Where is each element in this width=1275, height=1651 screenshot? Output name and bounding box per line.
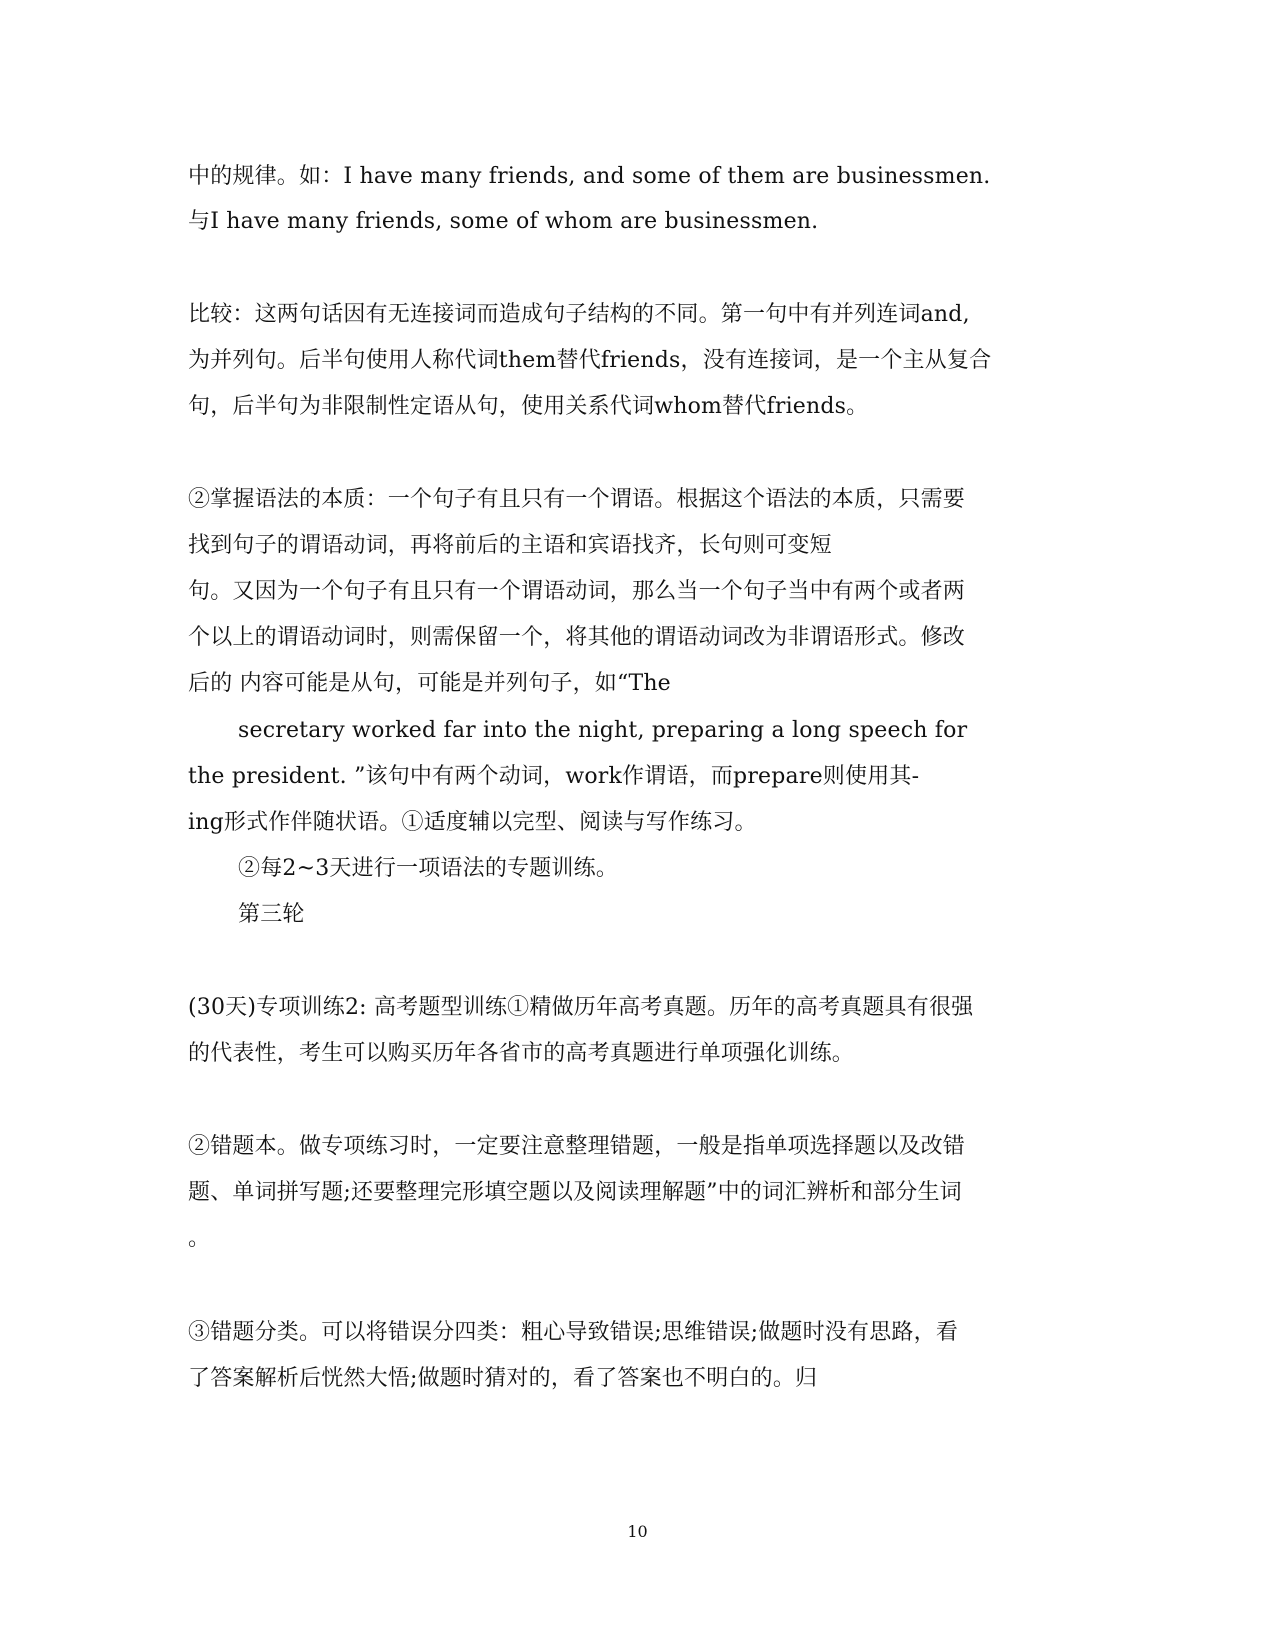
text-line-5: 句，后半句为非限制性定语从句，使用关系代词whom替代friends。 — [188, 394, 869, 419]
text-line-12: the president. ”该句中有两个动词，work作谓语，而prepare则使用其- — [188, 764, 920, 789]
text-line-3: 比较：这两句话因有无连接词而造成句子结构的不同。第一句中有并列连词and, — [188, 302, 970, 327]
text-line-9: 个以上的谓语动词时，则需保留一个，将其他的谓语动词改为非谓语形式。修改 — [188, 625, 966, 650]
text-line-16: (30天)专项训练2: 高考题型训练①精做历年高考真题。历年的高考真题具有很强 — [188, 995, 974, 1020]
text-line-10: 后的 内容可能是从句，可能是并列句子，如“The — [188, 671, 671, 696]
text-line-22: 了答案解析后恍然大悟;做题时猜对的，看了答案也不明白的。归 — [188, 1366, 818, 1391]
page-number: 10 — [627, 1522, 648, 1541]
text-line-21: ③错题分类。可以将错误分四类：粗心导致错误;思维错误;做题时没有思路，看 — [188, 1320, 959, 1345]
text-line-20: 。 — [188, 1226, 211, 1251]
text-line-17: 的代表性，考生可以购买历年各省市的高考真题进行单项强化训练。 — [188, 1041, 855, 1066]
text-line-4: 为并列句。后半句使用人称代词them替代friends，没有连接词，是一个主从复合 — [188, 348, 992, 373]
text-line-18: ②错题本。做专项练习时，一定要注意整理错题，一般是指单项选择题以及改错 — [188, 1134, 966, 1159]
text-line-7: 找到句子的谓语动词，再将前后的主语和宾语找齐，长句则可变短 — [188, 533, 832, 558]
text-line-13: ing形式作伴随状语。①适度辅以完型、阅读与写作练习。 — [188, 810, 757, 835]
text-line-8: 句。又因为一个句子有且只有一个谓语动词，那么当一个句子当中有两个或者两 — [188, 579, 966, 604]
text-line-1: 中的规律。如：I have many friends, and some of them are businessmen. — [188, 164, 991, 189]
text-line-19: 题、单词拼写题;还要整理完形填空题以及阅读理解题”中的词汇辨析和部分生词 — [188, 1180, 962, 1205]
text-line-14: ②每2~3天进行一项语法的专题训练。 — [238, 856, 619, 881]
section-heading: 第三轮 — [238, 902, 305, 927]
text-line-2: 与I have many friends, some of whom are businessmen. — [188, 209, 819, 234]
text-line-11: secretary worked far into the night, preparing a long speech for — [238, 718, 968, 743]
text-line-6: ②掌握语法的本质：一个句子有且只有一个谓语。根据这个语法的本质，只需要 — [188, 487, 966, 512]
